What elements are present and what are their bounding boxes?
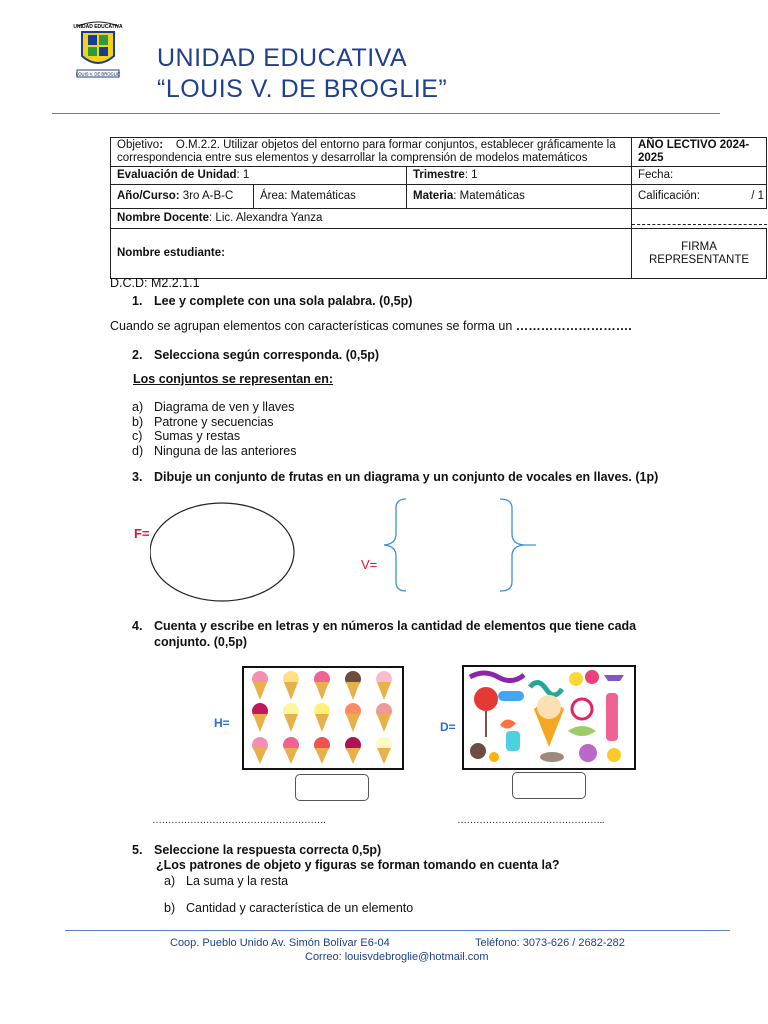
d-label: D=: [440, 720, 456, 734]
dcd-code: D.C.D: M2.2.1.1: [110, 276, 200, 290]
school-title-line2: “LOUIS V. DE BROGLIE”: [157, 75, 448, 103]
option-d[interactable]: d) Ninguna de las anteriores: [132, 443, 297, 458]
footer-address: Coop. Pueblo Unido Av. Simón Bolívar E6-04: [170, 937, 390, 949]
candy-image: [462, 665, 636, 770]
fecha-cell: Fecha:: [632, 167, 767, 185]
option-a[interactable]: a) Diagrama de ven y llaves: [132, 400, 295, 414]
curly-braces[interactable]: [380, 496, 540, 599]
objetivo-text: O.M.2.2. Utilizar objetos del entorno para formar conjuntos, establecer gráficamente la correspondencia entre sus elementos y desarrollar la comprensión de modelos matemáticos: [117, 139, 616, 164]
question-2-title: 2. Selecciona según corresponda. (0,5p): [132, 348, 380, 362]
h-label: H=: [214, 716, 230, 730]
question-2-options: [132, 400, 296, 458]
option-c[interactable]: c) Sumas y restas: [132, 429, 241, 443]
question-4-title: 4. Cuenta y escribe en letras y en números la cantidad de elementos que tiene cada conjunto. (0,5p): [132, 619, 637, 649]
curso-cell: Año/Curso: 3ro A-B-C: [111, 185, 254, 209]
svg-text:UNIDAD EDUCATIVA: UNIDAD EDUCATIVA: [73, 24, 123, 30]
question-5-question: ¿Los patrones de objeto y figuras se forman tomando en cuenta la?: [156, 858, 560, 872]
ano-lectivo-cell: AÑO LECTIVO 2024-2025: [632, 138, 767, 167]
question-3-title: 3. Dibuje un conjunto de frutas en un diagrama y un conjunto de vocales en llaves. (1p): [132, 470, 659, 484]
h-answer-box[interactable]: [295, 774, 369, 801]
footer-divider: [65, 930, 730, 931]
v-label: V=: [361, 557, 378, 572]
question-2-subtitle: Los conjuntos se representan en:: [133, 372, 334, 386]
question-5-title: 5. Seleccione la respuesta correcta 0,5p): [132, 843, 382, 857]
d-answer-box[interactable]: [512, 772, 586, 799]
evaluacion-cell: Evaluación de Unidad: 1: [111, 167, 407, 185]
header-divider: [52, 113, 720, 114]
h-dotted-line[interactable]: ……………………………………………….: [152, 815, 326, 826]
objetivo-cell: Objetivo: O.M.2.2. Utilizar objetos del entorno para formar conjuntos, establecer gráficamente la correspondencia entre sus elementos y desarrollar la comprensión de modelos matemáticos: [111, 138, 632, 167]
objetivo-label: Objetivo: [117, 139, 160, 151]
answer-blank[interactable]: ……………………….: [515, 319, 632, 333]
ice-cream-image: [242, 666, 404, 770]
area-cell: Área: Matemáticas: [254, 185, 407, 209]
d-dotted-line[interactable]: ………………………………………..: [457, 815, 605, 826]
trimestre-cell: Trimestre: 1: [407, 167, 632, 185]
estudiante-cell: Nombre estudiante:: [111, 229, 632, 279]
materia-cell: Materia: Matemáticas: [407, 185, 632, 209]
venn-diagram-ellipse[interactable]: [150, 502, 298, 609]
question-1-sentence: Cuando se agrupan elementos con características comunes se forma un ……………………….: [110, 319, 632, 333]
footer-email[interactable]: Correo: louisvdebroglie@hotmail.com: [305, 951, 489, 963]
q5-option-b[interactable]: b) Cantidad y característica de un elemento: [164, 901, 414, 915]
firma-dashed-line: [632, 212, 767, 225]
firma-line-cell: [632, 209, 767, 229]
school-title-line1: UNIDAD EDUCATIVA: [157, 44, 408, 72]
option-b[interactable]: b) Patrone y secuencias: [132, 414, 274, 429]
footer-phone: Teléfono: 3073-626 / 2682-282: [475, 937, 625, 949]
f-label: F=: [134, 526, 150, 541]
school-logo: [72, 20, 124, 80]
svg-text:LOUIS V. DE BROGLIE: LOUIS V. DE BROGLIE: [75, 71, 121, 77]
info-table: [110, 137, 767, 279]
calificacion-cell: Calificación: / 1: [632, 185, 767, 209]
firma-cell: FIRMA REPRESENTANTE: [632, 229, 767, 279]
q5-option-a[interactable]: a) La suma y la resta: [164, 874, 289, 888]
docente-cell: Nombre Docente: Lic. Alexandra Yanza: [111, 209, 632, 229]
question-1-title: 1. Lee y complete con una sola palabra. (0,5p): [132, 294, 413, 308]
